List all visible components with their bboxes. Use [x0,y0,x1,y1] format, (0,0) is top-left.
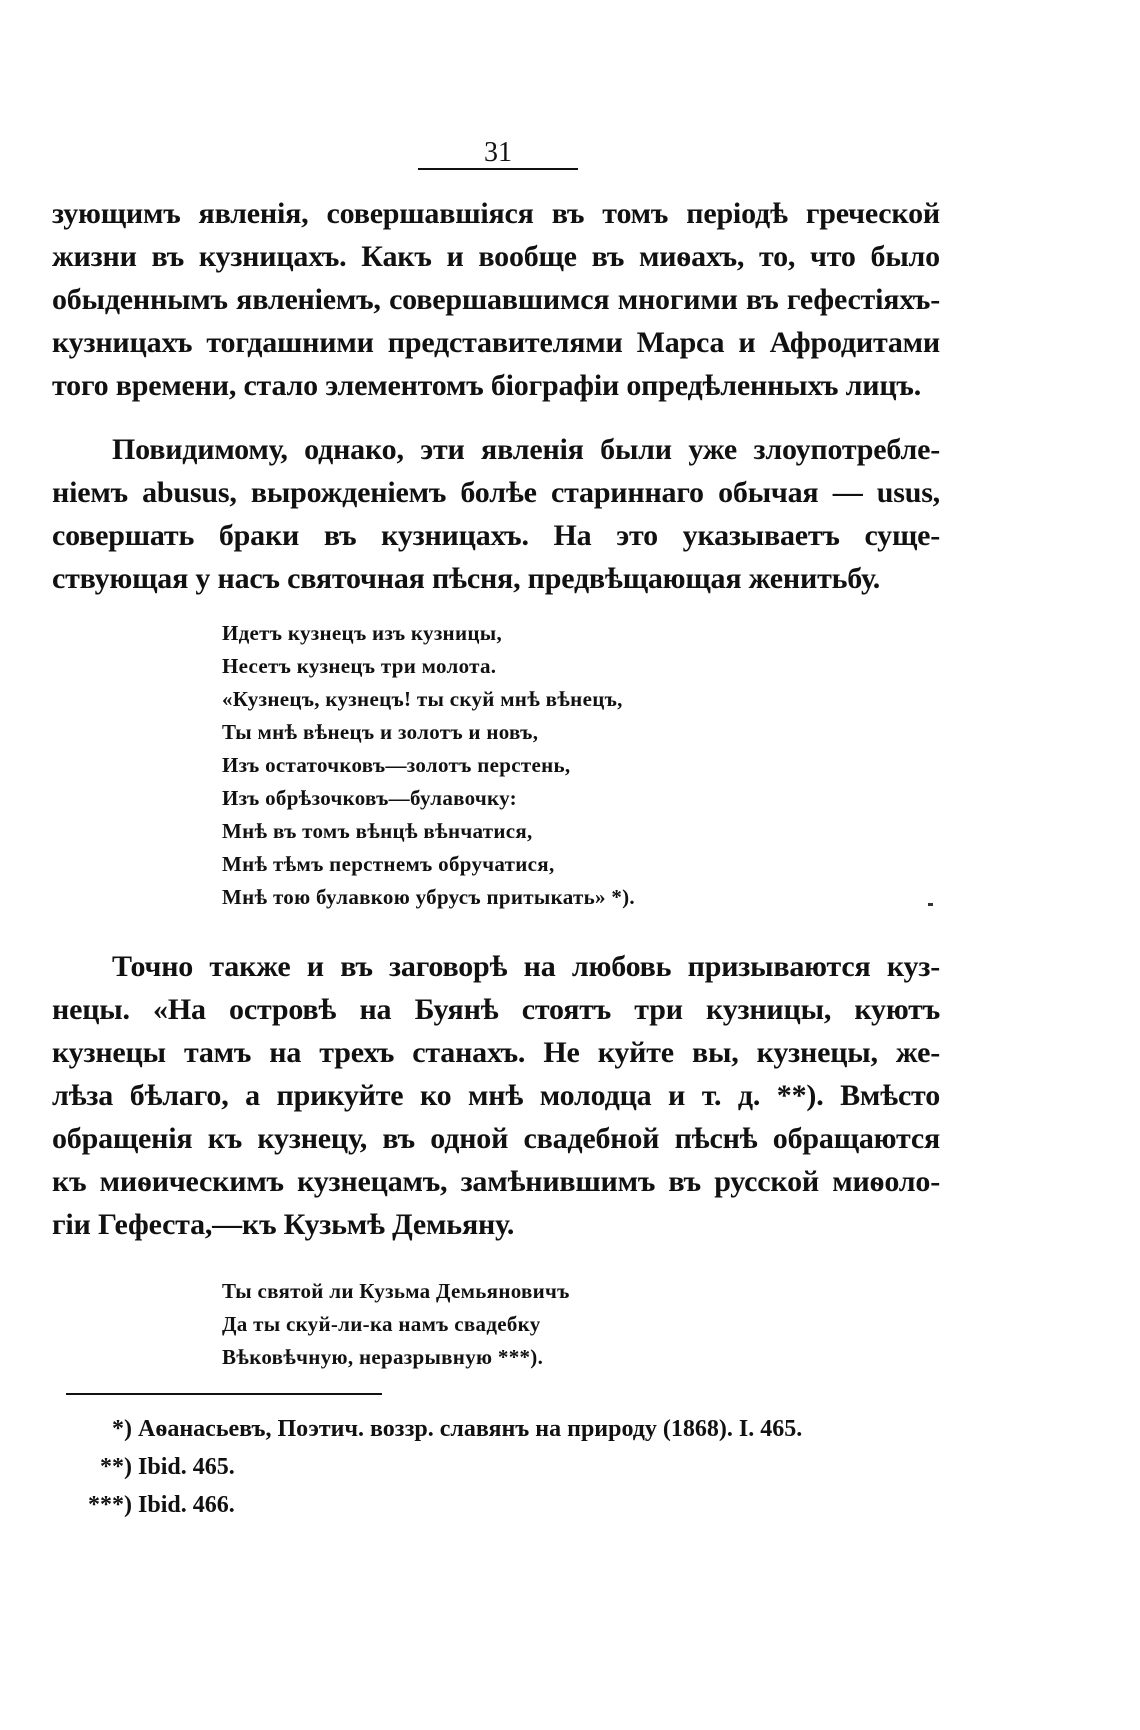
header-rule [418,168,578,170]
footnote-mark: *) [112,1416,132,1442]
footnote-text: Аѳанасьевъ, Поэтич. воззр. славянъ на природу (1868). I. 465. [138,1416,803,1442]
verse-line: Несетъ кузнецъ три молота. [222,654,497,678]
paragraph-line: жизни въ кузницахъ. Какъ и вообще въ миѳахъ, то, что было [52,240,940,273]
footnote-mark: ***) [88,1492,132,1518]
verse-line: Мнѣ тѣмъ перстнемъ обручатися, [222,852,555,876]
verse-line: «Кузнецъ, кузнецъ! ты скуй мнѣ вѣнецъ, [222,687,623,711]
paragraph-line: обращенія къ кузнецу, въ одной свадебной пѣснѣ обращаются [52,1122,940,1155]
footnote [80,1410,802,1448]
paragraph-line: обыденнымъ явленіемъ, совершавшимся многими въ гефестіяхъ- [52,283,940,316]
paragraph-line: Повидимому, однако, эти явленія были уже злоупотребле- [112,433,940,466]
verse-line: Да ты скуй-ли-ка намъ свадебку [222,1312,541,1336]
print-speck [928,903,933,906]
paragraph-line: ніемъ abusus, вырожденіемъ болѣе стариннаго обычая — usus, [52,476,940,509]
verse-line: Идетъ кузнецъ изъ кузницы, [222,621,502,645]
verse-line: Ты святой ли Кузьма Демьяновичъ [222,1279,570,1303]
verse-block-1 [222,617,635,914]
paragraph-line: нецы. «На островѣ на Буянѣ стоятъ три кузницы, куютъ [52,993,940,1026]
paragraph-line: кузницахъ тогдашними представителями Марса и Афродитами [52,326,940,359]
footnote-mark: **) [100,1454,132,1480]
paragraph-line: того времени, стало элементомъ біографіи опредѣленныхъ лицъ. [52,369,922,402]
paragraph-line: лѣза бѣлаго, а прикуйте ко мнѣ молодца и т. д. **). Вмѣсто [52,1079,940,1112]
page-number: 31 [484,137,512,168]
footnote-text: Ibid. 466. [138,1492,235,1518]
verse-line: Ты мнѣ вѣнецъ и золотъ и новъ, [222,720,539,744]
footnotes [80,1410,802,1524]
footnote-rule [66,1393,382,1395]
paragraph-line: совершать браки въ кузницахъ. На это указываетъ суще- [52,519,940,552]
paragraph-3 [52,945,940,1246]
verse-line: Изъ обрѣзочковъ—булавочку: [222,786,517,810]
paragraph-line: Точно также и въ заговорѣ на любовь призываются куз- [112,950,940,983]
verse-line: Вѣковѣчную, неразрывную ***). [222,1345,544,1369]
footnote [80,1448,802,1486]
footnote [80,1486,802,1524]
paragraph-2 [52,428,940,600]
verse-line: Мнѣ въ томъ вѣнцѣ вѣнчатися, [222,819,533,843]
paragraph-line: зующимъ явленія, совершавшіяся въ томъ періодѣ греческой [52,197,940,230]
paragraph-line: кузнецы тамъ на трехъ станахъ. Не куйте вы, кузнецы, же- [52,1036,940,1069]
verse-line: Мнѣ тою булавкою убрусъ притыкать» *). [222,885,635,909]
paragraph-1 [52,192,940,407]
verse-block-2 [222,1275,570,1374]
paragraph-line: гіи Гефеста,—къ Кузьмѣ Демьяну. [52,1208,515,1241]
footnote-text: Ibid. 465. [138,1454,235,1480]
verse-line: Изъ остаточковъ—золотъ перстень, [222,753,571,777]
paragraph-line: къ миѳическимъ кузнецамъ, замѣнившимъ въ русской миѳоло- [52,1165,940,1198]
paragraph-line: ствующая у насъ святочная пѣсня, предвѣщающая женитьбу. [52,562,881,595]
